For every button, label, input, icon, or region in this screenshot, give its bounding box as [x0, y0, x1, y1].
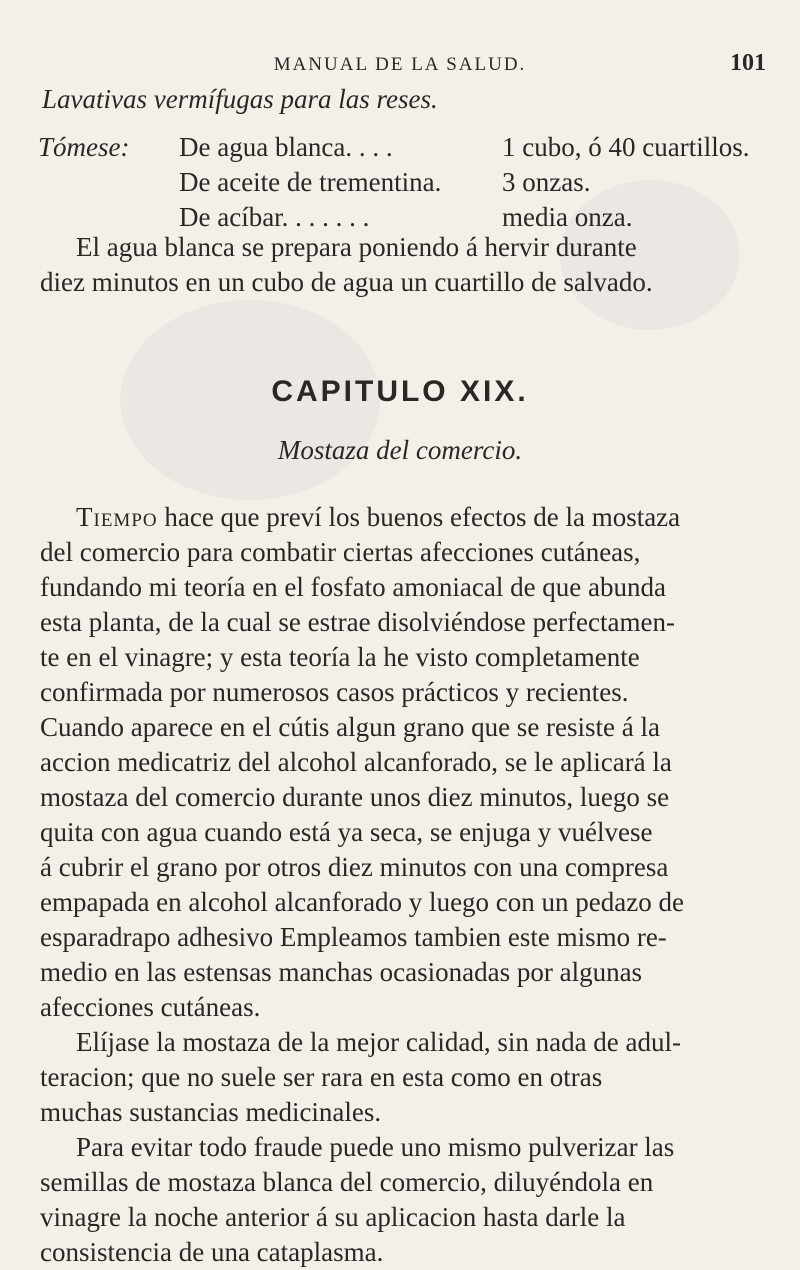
text-line-rest: hace que preví los buenos efectos de la mostaza: [157, 502, 681, 532]
text-line: afecciones cutáneas.: [40, 992, 261, 1022]
text-line: fundando mi teoría en el fosfato amoniacal de que abunda: [40, 572, 667, 602]
text-line: diez minutos en un cubo de agua un cuartillo de salvado.: [40, 267, 653, 297]
running-title: MANUAL DE LA SALUD.: [273, 54, 527, 75]
text-line: El agua blanca se prepara poniendo á hervir durante: [76, 232, 637, 262]
drop-word: Tiempo: [76, 502, 158, 532]
recipe-quantity: 3 onzas.: [502, 167, 591, 197]
page-number: 101: [730, 50, 766, 76]
recipe-lead-empty: [38, 165, 173, 200]
text-line: mostaza del comercio durante unos diez minutos, luego se: [40, 782, 670, 812]
chapter-heading: CAPITULO XIX.: [271, 375, 529, 408]
text-line: vinagre la noche anterior á su aplicacion hasta darle la: [40, 1202, 626, 1232]
text-line: consistencia de una cataplasma.: [40, 1237, 384, 1267]
recipe-quantity: media onza.: [502, 202, 633, 232]
text-line: esparadrapo adhesivo Empleamos tambien este mismo re-: [40, 922, 667, 952]
recipe-ingredient: De acíbar. . . . . . .: [179, 202, 370, 232]
text-line: Cuando aparece en el cútis algun grano que se resiste á la: [40, 712, 660, 742]
text-line: empapada en alcohol alcanforado y luego con un pedazo de: [40, 887, 684, 917]
paragraph-agua-blanca: [40, 230, 780, 300]
text-line: medio en las estensas manchas ocasionadas por algunas: [40, 957, 643, 987]
text-line: á cubrir el grano por otros diez minutos con una compresa: [40, 852, 669, 882]
text-line: Elíjase la mostaza de la mejor calidad, sin nada de adul-: [76, 1027, 682, 1057]
recipe-ingredient: De agua blanca. . . .: [179, 132, 393, 162]
section-title: Lavativas vermífugas para las reses.: [42, 84, 438, 114]
text-line: semillas de mostaza blanca del comercio, diluyéndola en: [40, 1167, 654, 1197]
chapter-body: [40, 500, 780, 1270]
text-line: [40, 500, 780, 535]
running-head: [0, 42, 800, 82]
text-line: quita con agua cuando está ya seca, se enjuga y vuélvese: [40, 817, 653, 847]
chapter-subtitle: Mostaza del comercio.: [277, 435, 523, 465]
text-line: confirmada por numerosos casos prácticos y recientes.: [40, 677, 629, 707]
text-line: Para evitar todo fraude puede uno mismo pulverizar las: [76, 1132, 675, 1162]
text-line: teracion; que no suele ser rara en esta como en otras: [40, 1062, 603, 1092]
recipe-quantity: 1 cubo, ó 40 cuartillos.: [502, 132, 750, 162]
recipe-lead: Tómese:: [38, 132, 130, 162]
text-line: accion medicatriz del alcohol alcanforado, se le aplicará la: [40, 747, 672, 777]
recipe-row: [38, 165, 800, 200]
recipe-ingredient: De aceite de trementina.: [179, 167, 442, 197]
text-line: del comercio para combatir ciertas afecciones cutáneas,: [40, 537, 641, 567]
text-line: te en el vinagre; y esta teoría la he visto completamente: [40, 642, 640, 672]
recipe-list: [38, 130, 800, 235]
recipe-row: [38, 130, 800, 165]
text-line: esta planta, de la cual se estrae disolviéndose perfectamen-: [40, 607, 675, 637]
text-line: muchas sustancias medicinales.: [40, 1097, 382, 1127]
